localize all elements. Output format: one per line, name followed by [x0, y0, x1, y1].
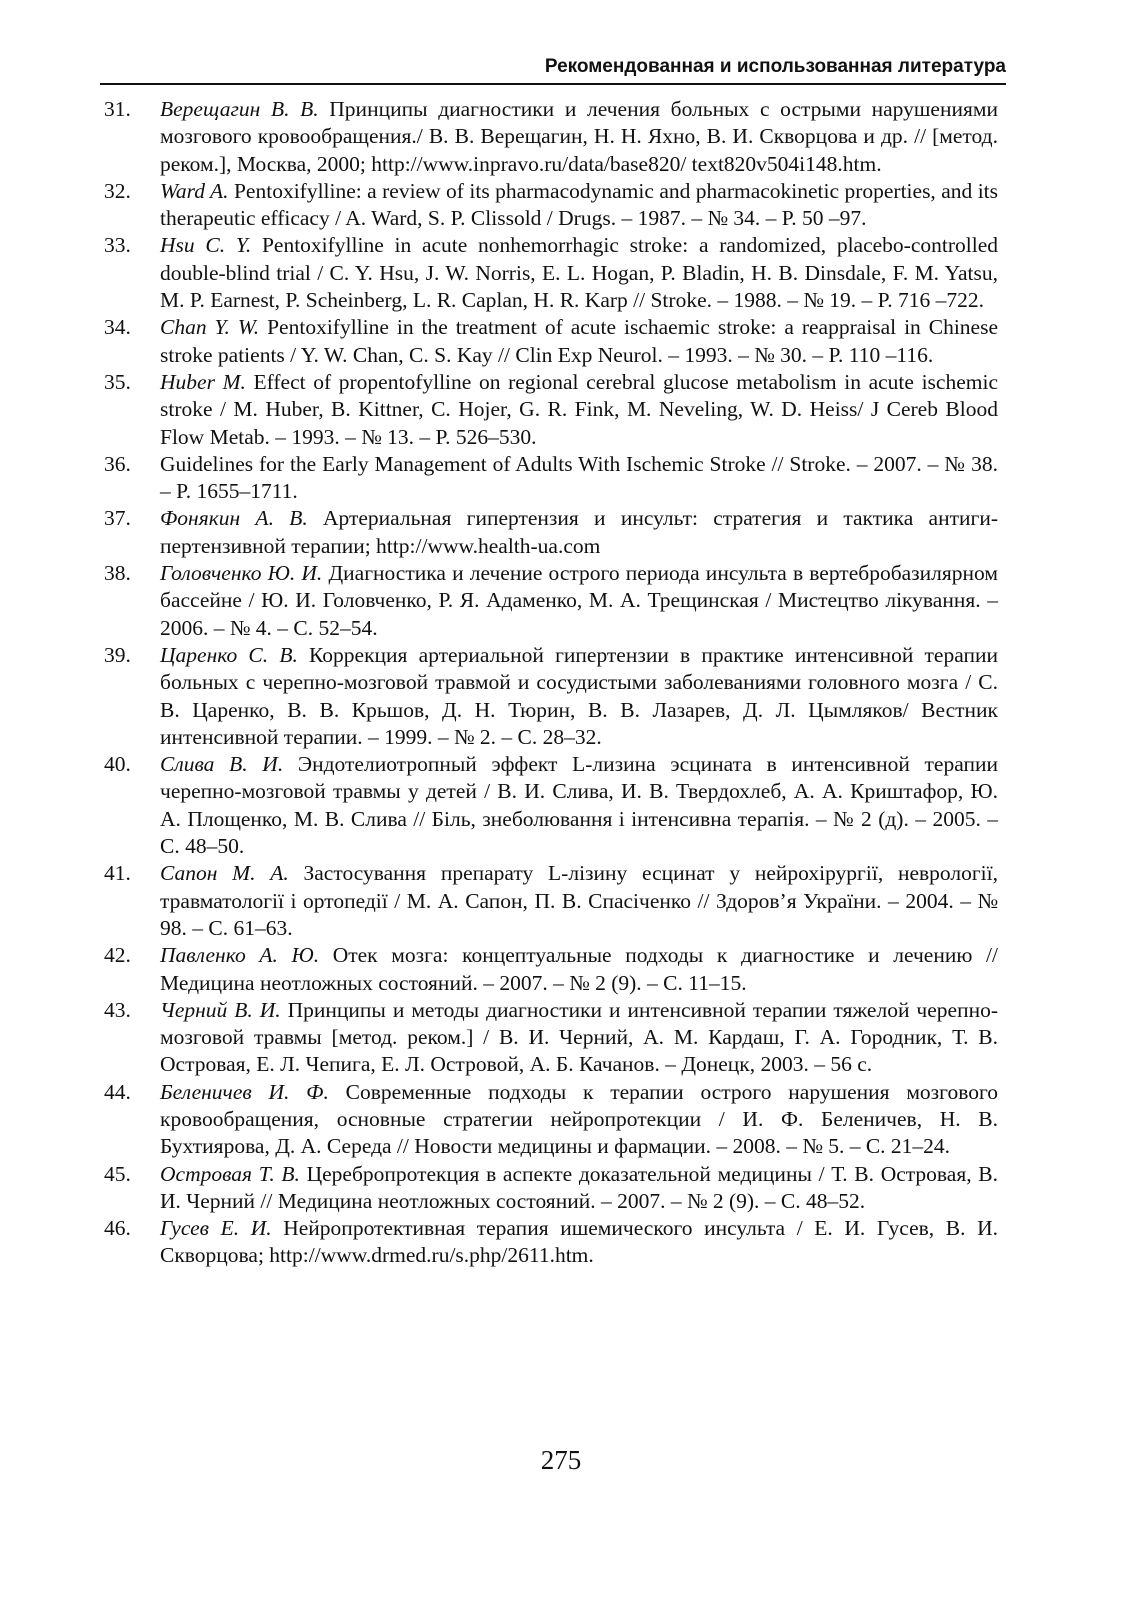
reference-item	[0, 860, 1122, 942]
reference-item	[0, 232, 1122, 314]
reference-body	[160, 369, 998, 451]
reference-text: Застосування препарату L-лізину есцинат у нейрохірургії, неврології, травматології і ортопедії / М. А. Сапон, П. В. Спасіченко // Здоров’я України. – 2004. – № 98. – С. 61–63.	[160, 861, 998, 940]
reference-number: 34.	[104, 315, 131, 340]
reference-author: Островая Т. В.	[160, 1161, 300, 1186]
reference-number: 42.	[104, 943, 131, 968]
reference-item	[0, 942, 1122, 997]
reference-text: Нейропротективная терапия ишемического инсульта / Е. И. Гусев, В. И. Скворцова; http://www.drmed.ru/s.php/2611.htm.	[160, 1216, 998, 1268]
reference-number: 36.	[104, 451, 131, 476]
reference-author: Слива В. И.	[160, 752, 284, 777]
reference-text: Принципы диагностики и лечения больных с острыми нарушениями мозгового кровообращения./ В. В. Верещагин, Н. Н. Яхно, В. И. Скворцова и др. // [метод. реком.], Москва, 2000; http://www.inpravo.ru/data/base820/ text820v504i148.htm.	[160, 97, 998, 176]
reference-item	[0, 96, 1122, 178]
reference-item	[0, 1215, 1122, 1270]
reference-text: Коррекция артериальной гипертензии в практике интенсивной терапии больных с черепно-мозговой травмой и сосудистыми заболеваниями головного мозга / С. В. Царенко, В. В. Крьшов, Д. Н. Тюрин, В. В. Лазарев, Д. Л. Цымляков/ Вестник интенсивной терапии. – 1999. – № 2. – С. 28–32.	[160, 642, 998, 749]
reference-author: Hsu C. Y.	[160, 233, 252, 258]
reference-text: Церебропротекция в аспекте доказательной медицины / Т. В. Островая, В. И. Черний // Медицина неотложных состояний. – 2007. – № 2 (9). – С. 48–52.	[160, 1161, 999, 1213]
reference-item	[0, 1161, 1122, 1216]
reference-author: Головченко Ю. И.	[160, 561, 323, 586]
reference-author: Царенко С. В.	[160, 642, 298, 667]
header-rule	[100, 83, 1006, 85]
reference-body	[160, 997, 998, 1079]
reference-number: 32.	[104, 178, 131, 203]
reference-number: 38.	[104, 561, 131, 586]
reference-item	[0, 560, 1122, 642]
reference-body	[160, 1161, 998, 1216]
reference-number: 35.	[104, 369, 131, 394]
reference-body	[160, 1079, 998, 1161]
reference-text: Эндотелиотропный эффект L-лизина эсцината в интенсивной терапии черепно-мозговой травмы у детей / В. И. Слива, И. В. Твердохлеб, А. А. Криштафор, Ю. А. Площенко, М. В. Слива // Біль, знеболювання і інтенсивна терапія. – № 2 (д). – 2005. – С. 48–50.	[160, 752, 999, 859]
reference-text: Pentoxifylline in acute nonhemorrhagic stroke: a randomized, placebo-controlled double-blind trial / C. Y. Hsu, J. W. Norris, E. L. Hogan, P. Bladin, H. B. Dinsdale, F. M. Yatsu, M. P. Earnest, P. Scheinberg, L. R. Caplan, H. R. Karp // Stroke. – 1988. – № 19. – P. 716 –722.	[160, 233, 998, 313]
reference-author: Гусев Е. И.	[160, 1216, 272, 1241]
reference-item	[0, 314, 1122, 369]
reference-body	[160, 178, 998, 233]
reference-body	[160, 942, 998, 997]
reference-item	[0, 751, 1122, 860]
reference-number: 46.	[104, 1216, 131, 1241]
reference-author: Беленичев И. Ф.	[160, 1079, 329, 1104]
reference-author: Huber M.	[160, 369, 246, 394]
reference-number: 40.	[104, 752, 131, 777]
reference-text: Принципы и методы диагностики и интенсивной терапии тяжелой черепно-мозговой травмы [метод. реком.] / В. И. Черний, А. М. Кардаш, Г. А. Городник, Т. В. Островая, Е. Л. Чепига, Е. Л. Островой, А. Б. Качанов. – Донецк, 2003. – 56 с.	[160, 997, 998, 1077]
reference-body	[160, 451, 998, 506]
reference-number: 31.	[104, 97, 131, 121]
reference-number: 43.	[104, 997, 131, 1022]
reference-author: Павленко А. Ю.	[160, 943, 320, 968]
reference-author: Сапон М. А.	[160, 861, 289, 886]
reference-number: 37.	[104, 506, 131, 531]
reference-author: Черний В. И.	[160, 997, 281, 1022]
reference-item	[0, 178, 1122, 233]
reference-item	[0, 1079, 1122, 1161]
reference-body	[160, 860, 998, 942]
reference-body	[160, 1215, 998, 1270]
reference-text: Pentoxifylline in the treatment of acute ischaemic stroke: a reappraisal in Chinese stroke patients / Y. W. Chan, C. S. Kay // Clin Exp Neurol. – 1993. – № 30. – P. 110 –116.	[160, 315, 999, 367]
reference-body	[160, 96, 998, 178]
reference-body	[160, 642, 998, 751]
reference-body	[160, 232, 998, 314]
reference-number: 45.	[104, 1161, 131, 1186]
reference-number: 33.	[104, 233, 131, 258]
reference-item	[0, 997, 1122, 1079]
reference-body	[160, 505, 998, 560]
reference-number: 44.	[104, 1079, 131, 1104]
reference-body	[160, 751, 998, 860]
reference-text: Guidelines for the Early Management of Adults With Ischemic Stroke // Stroke. – 2007. – № 38. – P. 1655–1711.	[160, 451, 998, 504]
reference-number: 39.	[104, 642, 131, 667]
reference-item	[0, 369, 1122, 451]
reference-text: Effect of propentofylline on regional cerebral glucose metabolism in acute ischemic stroke / M. Huber, B. Kittner, C. Hojer, G. R. Fink, M. Neveling, W. D. Heiss/ J Cereb Blood Flow Metab. – 1993. – № 13. – P. 526–530.	[160, 369, 998, 449]
reference-body	[160, 560, 998, 642]
reference-list	[0, 96, 1122, 1270]
reference-author: Ward A.	[160, 178, 229, 203]
reference-body	[160, 314, 998, 369]
reference-text: Отек мозга: концептуальные подходы к диагностике и лечению // Медицина неотложных состояний. – 2007. – № 2 (9). – С. 11–15.	[160, 943, 998, 995]
reference-author: Верещагин В. В.	[160, 97, 319, 121]
reference-text: Современные подходы к терапии острого нарушения мозгового кровообращения, основные стратегии нейропротекции / И. Ф. Беленичев, Н. В. Бухтиярова, Д. А. Середа // Новости медицины и фармации. – 2008. – № 5. – С. 21–24.	[160, 1079, 998, 1159]
reference-item	[0, 642, 1122, 751]
reference-author: Chan Y. W.	[160, 315, 260, 340]
reference-text: Диагностика и лечение острого периода инсульта в вертебробазилярном бассейне / Ю. И. Головченко, Р. Я. Адаменко, М. А. Трещинская / Мистецтво лікування. – 2006. – № 4. – С. 52–54.	[160, 561, 998, 640]
reference-text: Pentoxifylline: a review of its pharmacodynamic and pharmacokinetic properties, and its therapeutic efficacy / A. Ward, S. P. Clissold / Drugs. – 1987. – № 34. – P. 50 –97.	[160, 178, 999, 231]
reference-text: Артериальная гипертензия и инсульт: стратегия и тактика антигипертензивной терапии; http://www.health-ua.com	[160, 506, 998, 558]
reference-author: Фонякин А. В.	[160, 506, 308, 531]
reference-item	[0, 505, 1122, 560]
running-header: Рекомендованная и использованная литература	[544, 56, 1006, 77]
reference-item	[0, 451, 1122, 506]
reference-number: 41.	[104, 861, 131, 886]
page-number: 275	[540, 1445, 582, 1475]
